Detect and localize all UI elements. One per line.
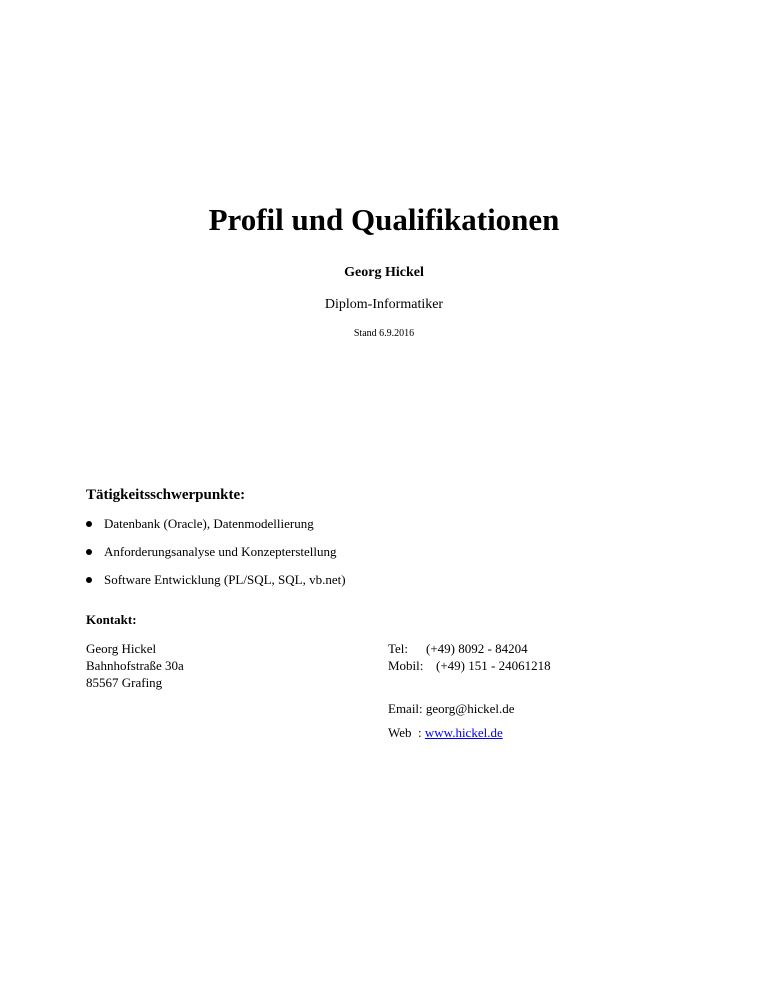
address-city: 85567 Grafing	[86, 675, 163, 690]
bullet-icon	[86, 577, 92, 583]
document-title: Profil und Qualifikationen	[208, 202, 560, 237]
address-street: Bahnhofstraße 30a	[86, 658, 184, 673]
web-label: Web :	[388, 725, 425, 740]
author-role: Diplom-Informatiker	[324, 297, 444, 312]
contact-address	[86, 640, 184, 691]
contact-heading: Kontakt:	[86, 612, 137, 627]
list-item	[86, 571, 346, 599]
mobil-line	[388, 657, 551, 674]
list-item-text: Software Entwicklung (PL/SQL, SQL, vb.net)	[104, 572, 346, 587]
address-name: Georg Hickel	[86, 641, 157, 656]
tel-label: Tel:	[388, 641, 409, 656]
list-item-text: Datenbank (Oracle), Datenmodellierung	[104, 516, 314, 531]
list-item	[86, 543, 346, 571]
mobil-value: (+49) 151 - 24061218	[436, 658, 551, 673]
website-link[interactable]: www.hickel.de	[424, 725, 503, 740]
tel-value: (+49) 8092 - 84204	[426, 641, 528, 656]
list-item	[86, 515, 346, 543]
tel-line	[388, 640, 551, 657]
bullet-icon	[86, 549, 92, 555]
author-name: Georg Hickel	[344, 265, 424, 280]
contact-phones	[388, 640, 551, 674]
focus-list	[86, 515, 346, 599]
email-line: Email: georg@hickel.de	[388, 701, 515, 716]
mobil-label: Mobil:	[388, 658, 424, 673]
bullet-icon	[86, 521, 92, 527]
focus-heading: Tätigkeitsschwerpunkte:	[86, 487, 246, 503]
web-line	[388, 724, 503, 741]
document-date: Stand 6.9.2016	[353, 328, 415, 339]
list-item-text: Anforderungsanalyse und Konzepterstellung	[104, 544, 337, 559]
